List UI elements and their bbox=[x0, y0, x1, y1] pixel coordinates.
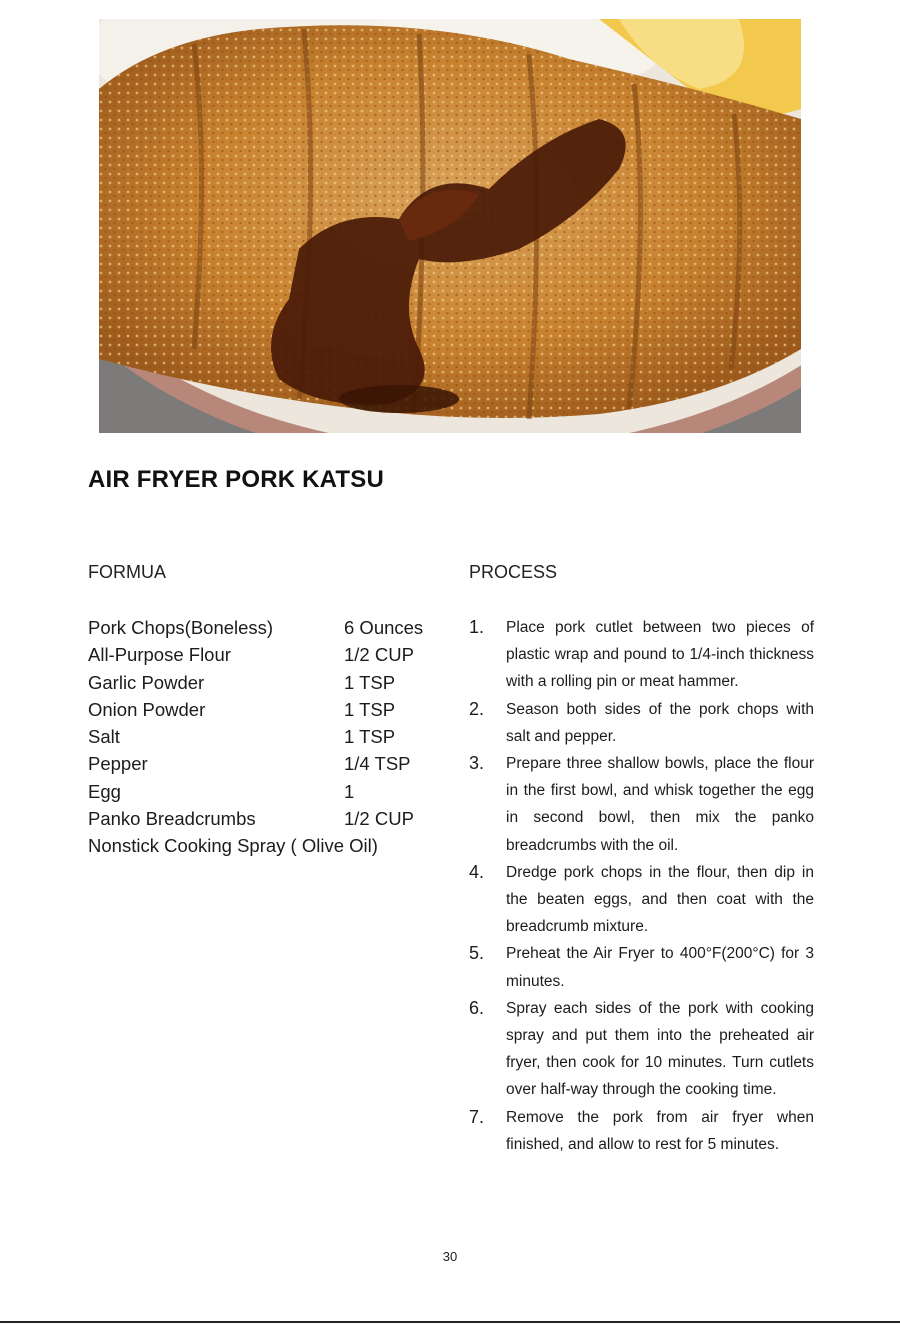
step-text: Season both sides of the pork chops with salt and pepper. bbox=[506, 700, 814, 745]
ingredient-qty: 1/2 CUP bbox=[344, 644, 414, 666]
process-step bbox=[469, 940, 814, 994]
ingredient-name: Egg bbox=[88, 780, 121, 802]
recipe-title: AIR FRYER PORK KATSU bbox=[88, 466, 385, 493]
ingredient-qty: 1/4 TSP bbox=[344, 753, 411, 775]
step-text: Remove the pork from air fryer when finished, and allow to rest for 5 minutes. bbox=[506, 1108, 814, 1153]
ingredient-name: Salt bbox=[88, 726, 120, 748]
ingredient-row bbox=[88, 696, 448, 723]
process-steps bbox=[469, 614, 814, 1158]
ingredient-name: All-Purpose Flour bbox=[88, 644, 231, 666]
process-step bbox=[469, 614, 814, 696]
ingredient-row bbox=[88, 778, 448, 805]
process-step bbox=[469, 750, 814, 859]
ingredient-qty: 1 TSP bbox=[344, 671, 396, 693]
step-text: Preheat the Air Fryer to 400°F(200°C) for 3 minutes. bbox=[506, 945, 814, 990]
step-number: 2. bbox=[469, 698, 485, 719]
ingredient-row bbox=[88, 641, 448, 668]
ingredient-name: Onion Powder bbox=[88, 698, 206, 720]
step-number: 6. bbox=[469, 997, 485, 1018]
ingredient-qty: 6 Ounces bbox=[344, 617, 424, 638]
step-text: Dredge pork chops in the flour, then dip in the beaten eggs, and then coat with the breadcrumb mixture. bbox=[506, 863, 814, 936]
pork-katsu-photo bbox=[99, 19, 801, 433]
ingredient-qty: 1 TSP bbox=[344, 698, 396, 720]
step-number: 5. bbox=[469, 943, 485, 964]
step-number: 3. bbox=[469, 753, 485, 774]
step-text: Place pork cutlet between two pieces of plastic wrap and pound to 1/4-inch thickness with a rolling pin or meat hammer. bbox=[506, 619, 814, 691]
ingredient-qty: 1 TSP bbox=[344, 726, 396, 748]
ingredient-row bbox=[88, 832, 448, 859]
process-step bbox=[469, 995, 814, 1104]
page-number: 30 bbox=[442, 1249, 458, 1264]
process-heading: PROCESS bbox=[469, 562, 558, 582]
process-step bbox=[469, 696, 814, 750]
step-text: Prepare three shallow bowls, place the flour in the first bowl, and whisk together the egg in second bowl, then mix the panko breadcrumbs with the oil. bbox=[506, 755, 814, 854]
ingredient-list bbox=[88, 614, 448, 860]
step-number: 7. bbox=[469, 1106, 485, 1127]
process-step bbox=[469, 1104, 814, 1158]
step-number: 4. bbox=[469, 861, 485, 882]
ingredient-row bbox=[88, 614, 448, 641]
ingredient-name: Garlic Powder bbox=[88, 671, 205, 693]
ingredient-row bbox=[88, 750, 448, 777]
ingredient-row bbox=[88, 805, 448, 832]
ingredient-name: Pork Chops(Boneless) bbox=[88, 617, 274, 638]
ingredient-name: Pepper bbox=[88, 753, 148, 775]
step-text: Spray each sides of the pork with cooking spray and put them into the preheated air fryer, then cook for 10 minutes. Turn cutlets over half-way through the cooking time. bbox=[506, 999, 814, 1099]
ingredient-row bbox=[88, 723, 448, 750]
bottom-divider bbox=[0, 1321, 900, 1323]
ingredient-name: Nonstick Cooking Spray ( Olive Oil) bbox=[88, 835, 378, 857]
ingredient-row bbox=[88, 669, 448, 696]
process-step bbox=[469, 859, 814, 941]
step-number: 1. bbox=[469, 617, 485, 637]
ingredient-name: Panko Breadcrumbs bbox=[88, 808, 256, 830]
ingredient-qty: 1 bbox=[344, 780, 355, 802]
ingredient-qty: 1/2 CUP bbox=[344, 808, 414, 830]
formula-heading: FORMUA bbox=[88, 562, 166, 582]
